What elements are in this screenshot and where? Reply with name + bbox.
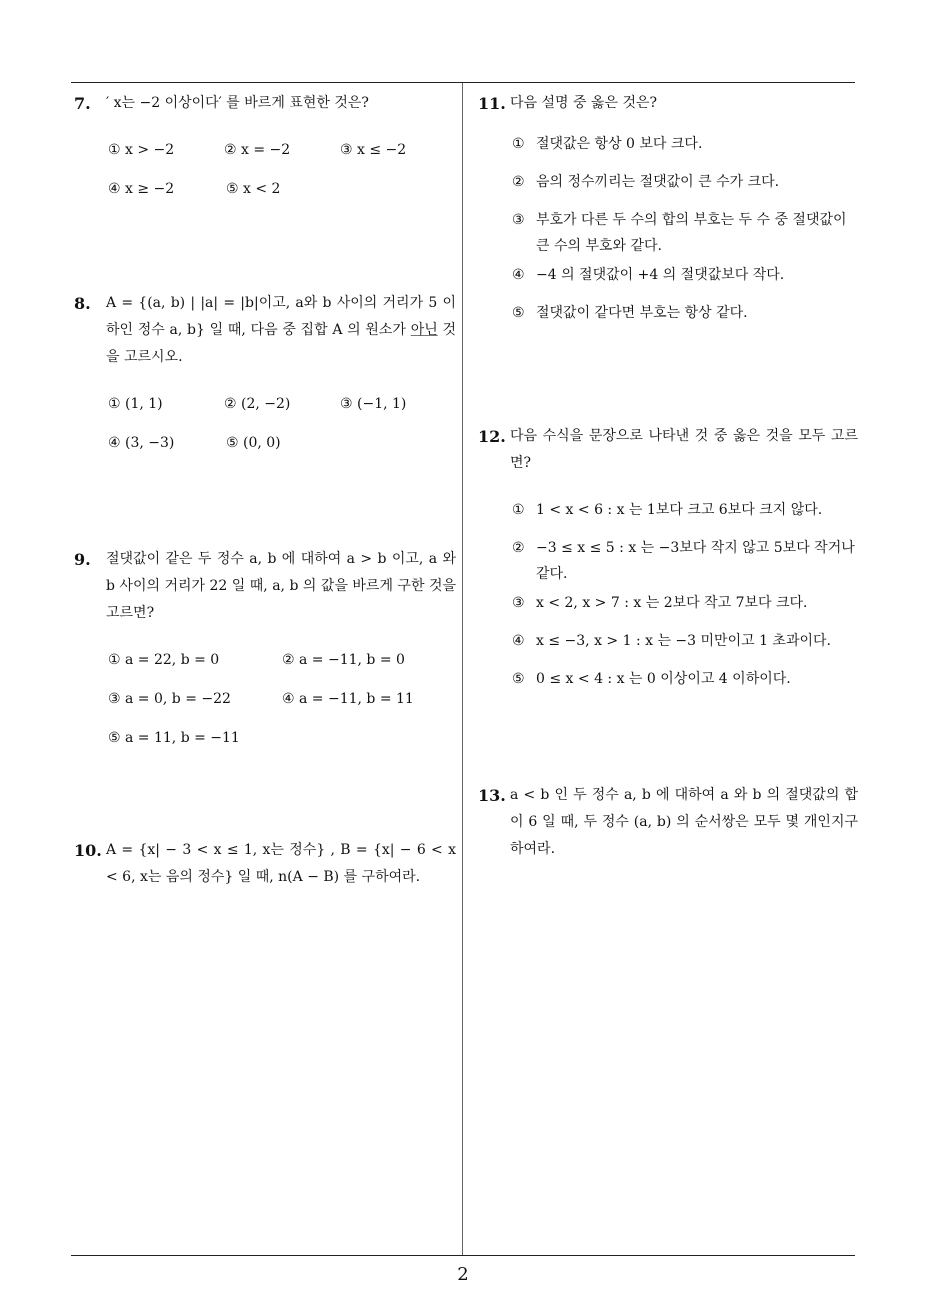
question-text <box>106 290 456 371</box>
choice-mark: ① <box>512 502 525 518</box>
choice-3[interactable] <box>512 590 858 616</box>
question-text: ′ x는 −2 이상이다′ 를 바르게 표현한 것은? <box>106 95 369 111</box>
question-number: 10. <box>74 841 102 860</box>
choice-4[interactable]: ④ x ≥ −2 <box>108 181 175 197</box>
question-number: 13. <box>478 786 506 805</box>
choice-1[interactable]: ① x > −2 <box>108 142 175 158</box>
column-divider <box>462 83 463 1255</box>
choice-list <box>108 385 456 463</box>
question-9 <box>74 546 456 758</box>
question-text-part: A = {(a, b) | |a| = |b|이고, a와 b 사이의 거리가 5 이하인 정수 a, b} 일 때, 다음 중 집합 A 의 원소가 <box>106 295 456 338</box>
question-text-part: 것을 고르시오. <box>106 322 456 365</box>
underlined-word: 아닌 <box>410 322 438 338</box>
bottom-rule <box>71 1255 855 1256</box>
page-number: 2 <box>457 1264 469 1285</box>
choice-5[interactable]: ⑤ a = 11, b = −11 <box>108 730 240 746</box>
question-number: 8. <box>74 294 91 313</box>
question-11 <box>478 90 858 338</box>
choice-1[interactable]: ① (1, 1) <box>108 396 163 412</box>
choice-list <box>108 131 456 209</box>
choice-2[interactable]: ② a = −11, b = 0 <box>282 652 405 668</box>
choice-text: 0 ≤ x < 4 : x 는 0 이상이고 4 이하이다. <box>536 671 791 687</box>
choice-text: 1 < x < 6 : x 는 1보다 크고 6보다 크지 않다. <box>536 502 823 518</box>
question-number: 11. <box>478 94 506 113</box>
choice-2[interactable] <box>512 535 858 587</box>
question-number: 9. <box>74 550 91 569</box>
choice-text: x ≤ −3, x > 1 : x 는 −3 미만이고 1 초과이다. <box>536 633 831 649</box>
question-12 <box>478 423 858 704</box>
choice-list <box>512 131 858 326</box>
choice-mark: ③ <box>512 595 525 611</box>
choice-2[interactable] <box>512 169 858 195</box>
choice-3[interactable] <box>512 207 858 259</box>
choice-text: −4 의 절댓값이 +4 의 절댓값보다 작다. <box>536 267 785 283</box>
choice-mark: ④ <box>512 633 525 649</box>
question-text: 다음 설명 중 옳은 것은? <box>510 95 658 111</box>
choice-5[interactable]: ⑤ x < 2 <box>226 181 281 197</box>
choice-text: 절댓값은 항상 0 보다 크다. <box>536 136 703 152</box>
choice-mark: ① <box>512 136 525 152</box>
choice-text: 음의 정수끼리는 절댓값이 큰 수가 크다. <box>536 174 780 190</box>
question-10 <box>74 837 456 891</box>
choice-5[interactable] <box>512 666 858 692</box>
choice-mark: ② <box>512 540 525 556</box>
question-text: a < b 인 두 정수 a, b 에 대하여 a 와 b 의 절댓값의 합이 6 일 때, 두 정수 (a, b) 의 순서쌍은 모두 몇 개인지구하여라. <box>510 787 858 857</box>
question-text: 다음 수식을 문장으로 나타낸 것 중 옳은 것을 모두 고르면? <box>510 428 858 471</box>
choice-text: −3 ≤ x ≤ 5 : x 는 −3보다 작지 않고 5보다 작거나 같다. <box>536 540 855 582</box>
choice-list <box>108 641 456 758</box>
choice-1[interactable]: ① a = 22, b = 0 <box>108 652 220 668</box>
choice-mark: ③ <box>512 212 525 228</box>
choice-mark: ⑤ <box>512 305 525 321</box>
choice-1[interactable] <box>512 497 858 523</box>
top-rule <box>71 82 855 83</box>
choice-3[interactable]: ③ (−1, 1) <box>340 396 407 412</box>
choice-4[interactable] <box>512 628 858 654</box>
choice-mark: ② <box>512 174 525 190</box>
choice-1[interactable] <box>512 131 858 157</box>
choice-4[interactable]: ④ (3, −3) <box>108 435 175 451</box>
choice-text: x < 2, x > 7 : x 는 2보다 작고 7보다 크다. <box>536 595 808 611</box>
choice-mark: ⑤ <box>512 671 525 687</box>
choice-2[interactable]: ② x = −2 <box>224 142 291 158</box>
question-7 <box>74 90 456 209</box>
choice-4[interactable] <box>512 262 858 288</box>
question-number: 12. <box>478 427 506 446</box>
choice-4[interactable]: ④ a = −11, b = 11 <box>282 691 414 707</box>
choice-2[interactable]: ② (2, −2) <box>224 396 291 412</box>
choice-5[interactable]: ⑤ (0, 0) <box>226 435 281 451</box>
choice-5[interactable] <box>512 300 858 326</box>
question-number: 7. <box>74 94 91 113</box>
question-8 <box>74 290 456 463</box>
choice-text: 절댓값이 같다면 부호는 항상 같다. <box>536 305 748 321</box>
question-text: 절댓값이 같은 두 정수 a, b 에 대하여 a > b 이고, a 와 b 사이의 거리가 22 일 때, a, b 의 값을 바르게 구한 것을 고르면? <box>106 551 456 621</box>
choice-list <box>512 497 858 692</box>
choice-3[interactable]: ③ x ≤ −2 <box>340 142 407 158</box>
choice-text: 부호가 다른 두 수의 합의 부호는 두 수 중 절댓값이 큰 수의 부호와 같다. <box>536 212 847 254</box>
choice-mark: ④ <box>512 267 525 283</box>
choice-3[interactable]: ③ a = 0, b = −22 <box>108 691 231 707</box>
question-13 <box>478 782 858 863</box>
question-text: A = {x| − 3 < x ≤ 1, x는 정수} , B = {x| − 6 < x < 6, x는 음의 정수} 일 때, n(A − B) 를 구하여라. <box>106 842 456 885</box>
